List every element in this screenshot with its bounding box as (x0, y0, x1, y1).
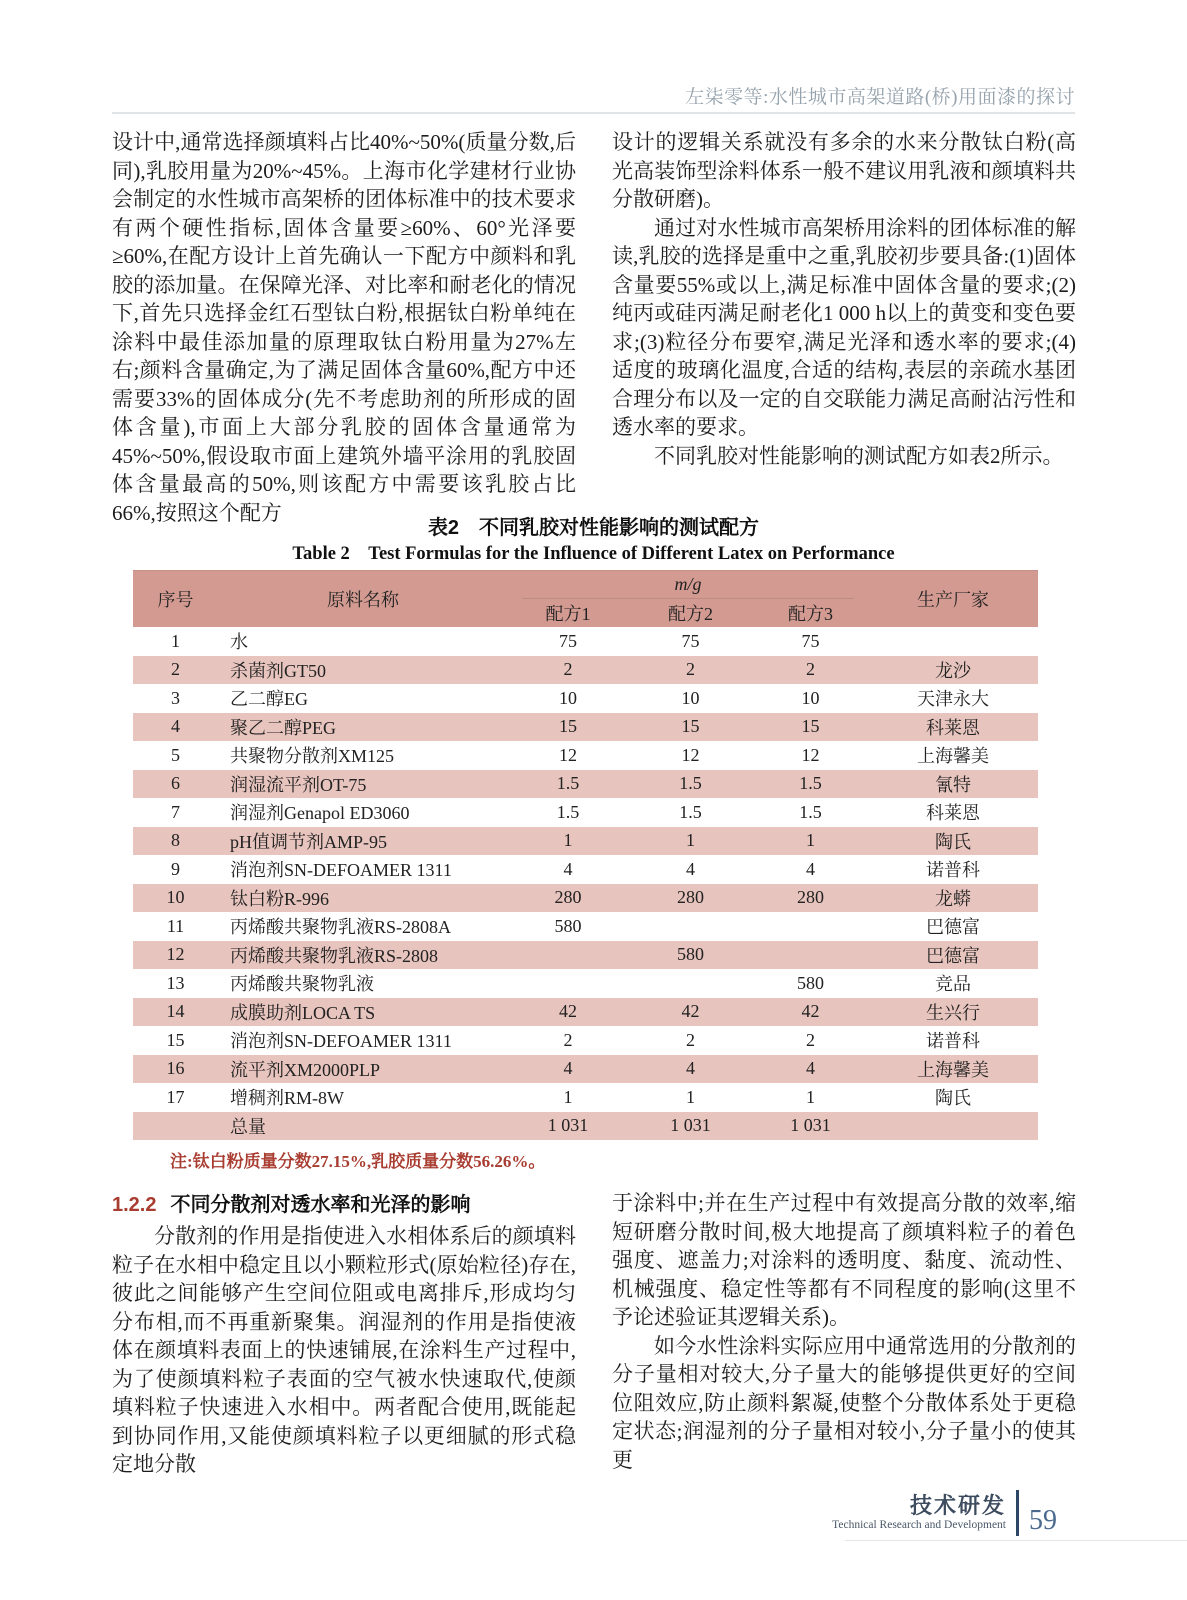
paragraph: 通过对水性城市高架桥用涂料的团体标准的解读,乳胶的选择是重中之重,乳胶初步要具备:(1)固体含量要55%或以上,满足标准中固体含量的要求;(2)纯丙或硅丙满足耐老化1 000 h以上的黄变和变色要求;(3)粒径分布要窄,满足光泽和透水率的要求;(4)适度的玻璃化温度,合适的结构,表层的亲疏水基团合理分布以及一定的自交联能力满足高耐沾污性和透水率的要求。 (612, 215, 1076, 439)
table-cell: 280 (554, 887, 582, 908)
table-cell: 钛白粉R-996 (230, 888, 329, 909)
table-cell: 9 (171, 858, 180, 879)
table-body (133, 627, 1038, 1140)
table-cell: 陶氏 (935, 831, 971, 852)
table-cell: 11 (166, 915, 185, 936)
table-cell: 2 (806, 1029, 815, 1050)
table-cell: 4 (806, 858, 815, 879)
formula-table (133, 570, 1038, 1140)
column-header-mass-group: m/g (522, 571, 854, 599)
table-row (133, 1026, 1038, 1055)
table-cell: 1.5 (679, 773, 702, 794)
column-header-formula2: 配方2 (668, 604, 713, 624)
table-cell: 75 (559, 630, 577, 651)
table-cell: 580 (554, 915, 582, 936)
table-cell: 75 (681, 630, 700, 651)
table-header (133, 570, 1038, 627)
top-left-column (112, 128, 576, 527)
table-note: 注:钛白粉质量分数27.15%,乳胶质量分数56.26%。 (170, 1152, 546, 1171)
table-cell: 消泡剂SN-DEFOAMER 1311 (230, 1031, 452, 1052)
table-cell: 5 (171, 744, 180, 765)
table-row (133, 741, 1038, 770)
table-cell: 10 (166, 887, 185, 908)
table-row (133, 941, 1038, 970)
footer-labels (832, 1494, 1006, 1533)
table-cell: pH值调节剂AMP-95 (230, 831, 388, 852)
paragraph: 如今水性涂料实际应用中通常选用的分散剂的分子量相对较大,分子量大的能够提供更好的空间位阻效应,防止颜料絮凝,使整个分散体系处于更稳定状态;润湿剂的分子量相对较小,分子量小的使其更 (612, 1333, 1076, 1472)
table-cell: 15 (801, 716, 820, 737)
table-row (133, 855, 1038, 884)
table-cell: 总量 (230, 1116, 266, 1137)
paragraph: 设计中,通常选择颜填料占比40%~50%(质量分数,后同),乳胶用量为20%~45%。上海市化学建材行业协会制定的水性城市高架桥的团体标准中的技术要求有两个硬性指标,固体含量要≥60%、60°光泽要≥60%,在配方设计上首先确认一下配方中颜料和乳胶的添加量。在保障光泽、对比率和耐老化的情况下,首先只选择金红石型钛白粉,根据钛白粉单纯在涂料中最佳添加量的原理取钛白粉用量为27%左右;颜料含量确定,为了满足固体含量60%,配方中还需要33%的固体成分(先不考虑助剂的所形成的固体含量),市面上大部分乳胶的固体含量通常为45%~50%,假设取市面上建筑外墙平涂用的乳胶固体含量最高的50%,则该配方中需要该乳胶占比66%,按照这个配方 (112, 130, 576, 525)
table-cell: 4 (563, 858, 573, 879)
page-number: 59 (1029, 1505, 1057, 1536)
table-cell: 280 (797, 887, 824, 908)
table-cell: 1 031 (547, 1115, 589, 1136)
table-cell: 1 (171, 630, 180, 651)
table-cell: 流平剂XM2000PLP (230, 1059, 381, 1080)
table-cell: 4 (563, 1058, 573, 1079)
table-row (133, 1055, 1038, 1084)
column-header-formula3: 配方3 (788, 604, 833, 624)
table-cell: 280 (677, 887, 704, 908)
table-row (133, 684, 1038, 713)
table-row (133, 798, 1038, 827)
table-cell: 75 (801, 630, 820, 651)
column-header-manufacturer: 生产厂家 (917, 590, 989, 610)
table-cell: 10 (681, 687, 700, 708)
table-row (133, 770, 1038, 799)
table-row (133, 627, 1038, 656)
table-cell: 1.5 (799, 801, 822, 822)
table-cell: 2 (171, 659, 180, 680)
table-cell: 巴德富 (926, 917, 980, 938)
table-cell: 润湿流平剂OT-75 (230, 774, 367, 795)
table-caption-en: Table 2 Test Formulas for the Influence of Different Latex on Performance (292, 544, 895, 564)
table-cell: 上海馨美 (917, 1059, 989, 1080)
table-row (133, 969, 1038, 998)
table-cell: 诺普科 (926, 1031, 980, 1052)
table-cell: 科莱恩 (926, 803, 980, 824)
table-row (133, 912, 1038, 941)
table-cell: 竞品 (935, 974, 971, 995)
table-cell: 龙沙 (935, 660, 971, 681)
footer-section-en: Technical Research and Development (832, 1518, 1006, 1531)
table-cell: 生兴行 (926, 1002, 980, 1023)
running-header: 左柒零等:水性城市高架道路(桥)用面漆的探讨 (685, 87, 1075, 108)
table-row (133, 1083, 1038, 1112)
table-cell: 12 (166, 944, 185, 965)
table-cell: 15 (559, 716, 577, 737)
table-cell: 润湿剂Genapol ED3060 (230, 803, 410, 824)
table-cell: 42 (559, 1001, 577, 1022)
table-cell: 2 (686, 659, 695, 680)
table-cell: 10 (801, 687, 820, 708)
table-cell: 陶氏 (935, 1088, 971, 1109)
table-cell: 12 (801, 744, 820, 765)
table-caption-zh: 表2 不同乳胶对性能影响的测试配方 (427, 517, 760, 539)
table-cell: 13 (166, 972, 185, 993)
column-header-seq: 序号 (157, 590, 194, 610)
table-cell: 42 (681, 1001, 700, 1022)
footer-bar (1016, 1490, 1019, 1536)
table-cell: 科莱恩 (926, 717, 980, 738)
table-cell: 诺普科 (926, 860, 980, 881)
table-cell: 成膜助剂LOCA TS (230, 1002, 376, 1023)
table-cell: 杀菌剂GT50 (230, 660, 326, 681)
section-title: 不同分散剂对透水率和光泽的影响 (170, 1194, 471, 1216)
table-cell: 4 (806, 1058, 815, 1079)
table-cell: 氰特 (935, 774, 971, 795)
table-cell: 1 (806, 830, 815, 851)
table-cell: 1 031 (670, 1115, 711, 1136)
footer-divider (845, 1540, 1187, 1541)
table-cell: 1 (686, 830, 695, 851)
table-cell: 1 (686, 1086, 695, 1107)
table-cell: 上海馨美 (917, 746, 989, 767)
table-cell: 1.5 (799, 773, 822, 794)
table-cell: 17 (166, 1086, 185, 1107)
table-cell: 580 (797, 972, 824, 993)
table-cell: 42 (801, 1001, 820, 1022)
table-cell: 580 (677, 944, 704, 965)
table-row (133, 884, 1038, 913)
table-cell: 4 (171, 716, 180, 737)
table-cell: 天津永大 (917, 689, 989, 710)
table-cell: 1 (563, 1086, 573, 1107)
table-cell: 丙烯酸共聚物乳液 (230, 974, 374, 995)
table-cell: 7 (171, 801, 180, 822)
table-cell: 12 (559, 744, 577, 765)
table-cell: 6 (171, 773, 180, 794)
table-cell: 1 (563, 830, 573, 851)
table-cell: 1 031 (790, 1115, 831, 1136)
table-cell: 14 (166, 1001, 185, 1022)
table-cell: 10 (559, 687, 577, 708)
table-cell: 水 (230, 632, 248, 653)
table-row (133, 998, 1038, 1027)
table-cell: 3 (171, 687, 180, 708)
table-cell: 共聚物分散剂XM125 (230, 746, 395, 767)
table-cell: 丙烯酸共聚物乳液RS-2808A (230, 917, 452, 938)
table-cell: 2 (563, 1029, 573, 1050)
table-cell: 2 (806, 659, 815, 680)
table-cell: 龙蟒 (935, 888, 971, 909)
table-cell: 4 (686, 1058, 695, 1079)
table-cell: 2 (686, 1029, 695, 1050)
table-cell: 聚乙二醇PEG (230, 717, 337, 738)
table-cell: 丙烯酸共聚物乳液RS-2808 (230, 945, 439, 966)
table-cell: 1.5 (679, 801, 702, 822)
table-cell: 巴德富 (926, 945, 980, 966)
table-cell: 消泡剂SN-DEFOAMER 1311 (230, 860, 452, 881)
column-header-formula1: 配方1 (545, 604, 591, 624)
table-row (133, 713, 1038, 742)
paragraph: 于涂料中;并在生产过程中有效提高分散的效率,缩短研磨分散时间,极大地提高了颜填料粒子的着色强度、遮盖力;对涂料的透明度、黏度、流动性、机械强度、稳定性等都有不同程度的影响(这里不予论述验证其逻辑关系)。 (612, 1191, 1076, 1329)
table-row (133, 656, 1038, 685)
bottom-left-column (112, 1222, 576, 1479)
section-number: 1.2.2 (112, 1194, 157, 1216)
footer (832, 1490, 1057, 1536)
table-cell: 15 (681, 716, 700, 737)
bottom-right-column (612, 1189, 1076, 1474)
column-header-name: 原料名称 (327, 590, 399, 610)
table-cell: 1.5 (556, 801, 580, 822)
table-row (133, 1112, 1038, 1141)
table-cell: 2 (563, 659, 573, 680)
table-cell: 4 (686, 858, 695, 879)
table-cell: 15 (166, 1029, 185, 1050)
table-row (133, 827, 1038, 856)
paragraph: 设计的逻辑关系就没有多余的水来分散钛白粉(高光高装饰型涂料体系一般不建议用乳液和颜填料共分散研磨)。 (612, 130, 1076, 211)
table-cell: 1.5 (556, 773, 580, 794)
top-right-column (612, 128, 1076, 470)
header-divider (112, 112, 1075, 114)
table-cell: 乙二醇EG (230, 689, 308, 710)
table-cell: 1 (806, 1086, 815, 1107)
table-cell: 12 (681, 744, 700, 765)
table-cell: 8 (171, 830, 180, 851)
paragraph: 不同乳胶对性能影响的测试配方如表2所示。 (654, 443, 1064, 468)
table-cell: 16 (166, 1058, 185, 1079)
paragraph: 分散剂的作用是指使进入水相体系后的颜填料粒子在水相中稳定且以小颗粒形式(原始粒径)存在,彼此之间能够产生空间位阻或电离排斥,形成均匀分布相,而不再重新聚集。润湿剂的作用是指使液体在颜填料表面上的快速铺展,在涂料生产过程中,为了使颜填料粒子表面的空气被水快速取代,使颜填料粒子快速进入水相中。两者配合使用,既能起到协同作用,又能使颜填料粒子以更细腻的形式稳定地分散 (112, 1224, 576, 1476)
section-heading (112, 1188, 576, 1217)
table-cell: 增稠剂RM-8W (230, 1088, 344, 1109)
footer-section-zh: 技术研发 (909, 1492, 1006, 1518)
